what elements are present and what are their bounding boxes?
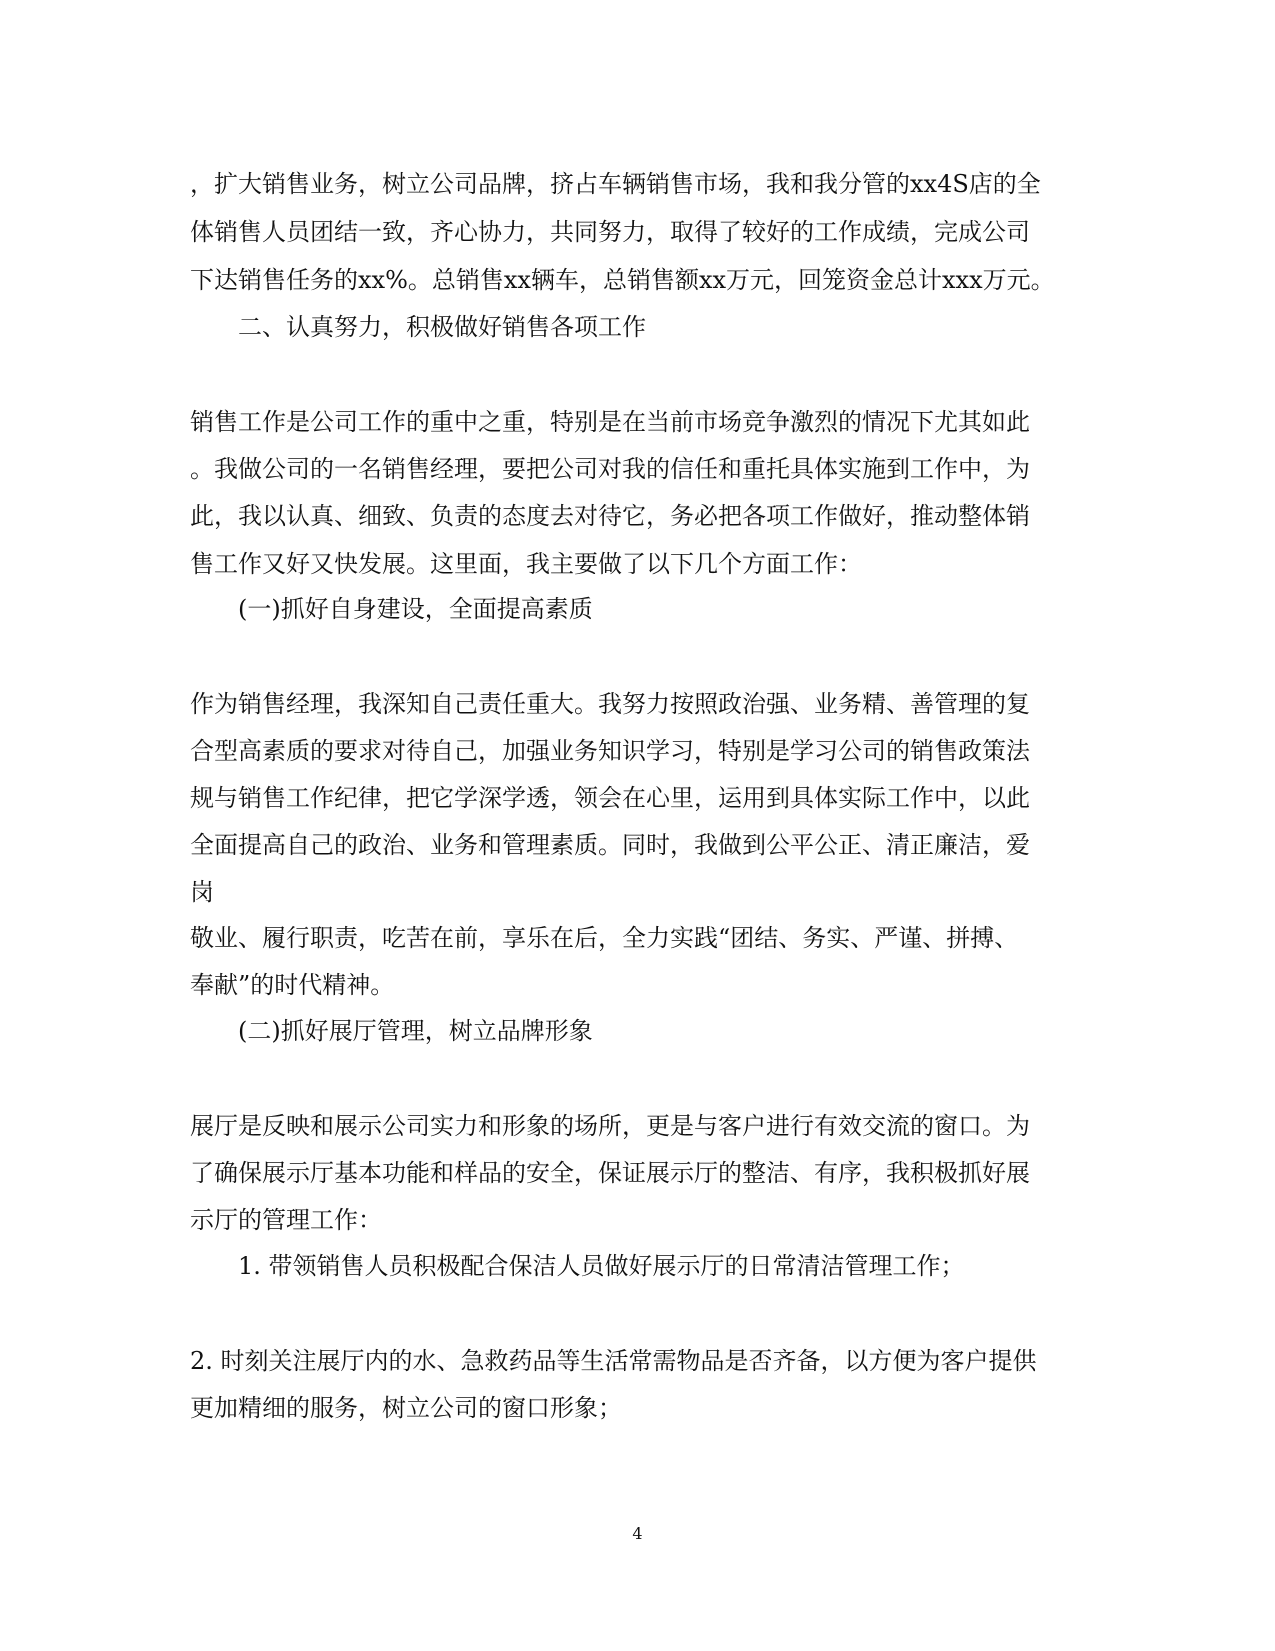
text-line: 合型高素质的要求对待自己，加强业务知识学习，特别是学习公司的销售政策法: [190, 737, 1030, 765]
text-line: 规与销售工作纪律，把它学深学透，领会在心里，运用到具体实际工作中，以此: [190, 784, 1030, 812]
text-line: 更加精细的服务，树立公司的窗口形象；: [190, 1394, 622, 1422]
text-line: 作为销售经理，我深知自己责任重大。我努力按照政治强、业务精、善管理的复: [190, 690, 1030, 718]
text-line: 此，我以认真、细致、负责的态度去对待它，务必把各项工作做好，推动整体销: [190, 502, 1030, 530]
text-line: 敬业、履行职责，吃苦在前，享乐在后，全力实践“团结、务实、严谨、拼搏、: [190, 924, 1019, 952]
text-line: 销售工作是公司工作的重中之重，特别是在当前市场竞争激烈的情况下尤其如此: [190, 408, 1030, 436]
text-line: 体销售人员团结一致，齐心协力，共同努力，取得了较好的工作成绩，完成公司: [190, 218, 1030, 246]
text-line: 。我做公司的一名销售经理，要把公司对我的信任和重托具体实施到工作中，为: [190, 455, 1030, 483]
list-item: 1. 带领销售人员积极配合保洁人员做好展示厅的日常清洁管理工作；: [238, 1252, 965, 1280]
subsection-heading: (一)抓好自身建设，全面提高素质: [238, 595, 593, 623]
text-line: 下达销售任务的xx%。总销售xx辆车，总销售额xx万元，回笼资金总计xxx万元。: [190, 266, 1055, 294]
text-line: ，扩大销售业务，树立公司品牌，挤占车辆销售市场，我和我分管的xx4S店的全: [190, 170, 1041, 198]
text-line: 奉献”的时代精神。: [190, 971, 395, 999]
section-heading: 二、认真努力，积极做好销售各项工作: [238, 313, 646, 341]
text-line: 岗: [190, 878, 214, 906]
list-item: 2. 时刻关注展厅内的水、急救药品等生活常需物品是否齐备，以方便为客户提供: [190, 1347, 1037, 1375]
page-number: 4: [632, 1524, 643, 1543]
text-line: 展厅是反映和展示公司实力和形象的场所，更是与客户进行有效交流的窗口。为: [190, 1112, 1030, 1140]
text-line: 售工作又好又快发展。这里面，我主要做了以下几个方面工作：: [190, 550, 862, 578]
text-line: 示厅的管理工作：: [190, 1206, 382, 1234]
subsection-heading: (二)抓好展厅管理，树立品牌形象: [238, 1017, 593, 1045]
text-line: 了确保展示厅基本功能和样品的安全，保证展示厅的整洁、有序，我积极抓好展: [190, 1159, 1030, 1187]
text-line: 全面提高自己的政治、业务和管理素质。同时，我做到公平公正、清正廉洁，爱: [190, 831, 1030, 859]
